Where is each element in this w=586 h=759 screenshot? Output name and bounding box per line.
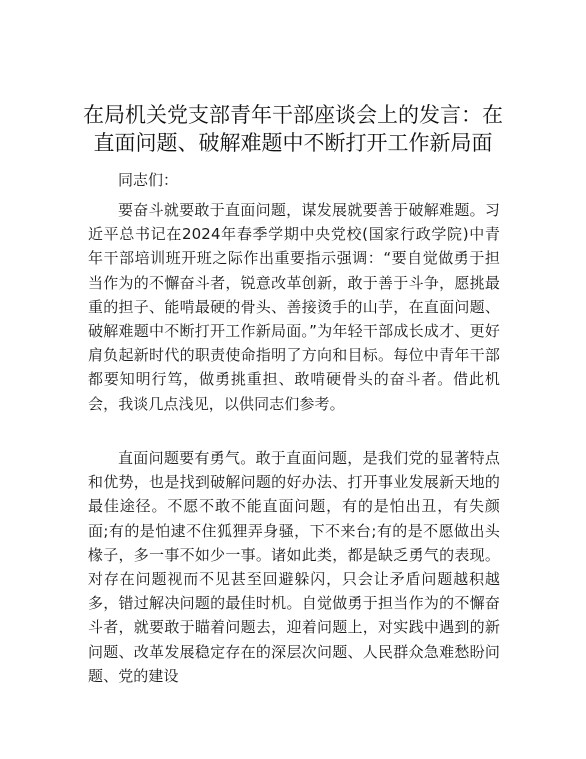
body-paragraph-2: 直面问题要有勇气。敢于直面问题，是我们党的显著特点和优势，也是找到破解问题的好办法、打开事业发展新天地的最佳途径。不愿不敢不能直面问题，有的是怕出丑，有失颜面;有的是怕逮不住狐狸弄身骚，下不来台;有的是不愿做出头椽子，多一事不如少一事。诸如此类，都是缺乏勇气的表现。对存在问题视而不见甚至回避躲闪，只会让矛盾问题越积越多，错过解决问题的最佳时机。自觉做勇于担当作为的不懈奋斗者，就要敢于瞄着问题去，迎着问题上，对实践中遇到的新问题、改革发展稳定存在的深层次问题、人民群众急难愁盼问题、党的建设 [88,449,500,685]
salutation: 同志们： [118,171,179,189]
body-paragraph-1: 要奋斗就要敢于直面问题，谋发展就要善于破解难题。习近平总书记在2024年春季学期中央党校(国家行政学院)中青年干部培训班开班之际作出重要指示强调：“要自觉做勇于担当作为的不懈奋斗者，锐意改革创新，敢于善于斗争，愿挑最重的担子、能啃最硬的骨头、善接烫手的山芋，在直面问题、破解难题中不断打开工作新局面。”为年轻干部成长成才、更好肩负起新时代的职责使命指明了方向和目标。每位中青年干部都要知明行笃，做勇挑重担、敢啃硬骨头的奋斗者。借此机会，我谈几点浅见，以供同志们参考。 [88,201,500,413]
document-title: 在局机关党支部青年干部座谈会上的发言：在直面问题、破解难题中不断打开工作新局面 [83,103,503,155]
